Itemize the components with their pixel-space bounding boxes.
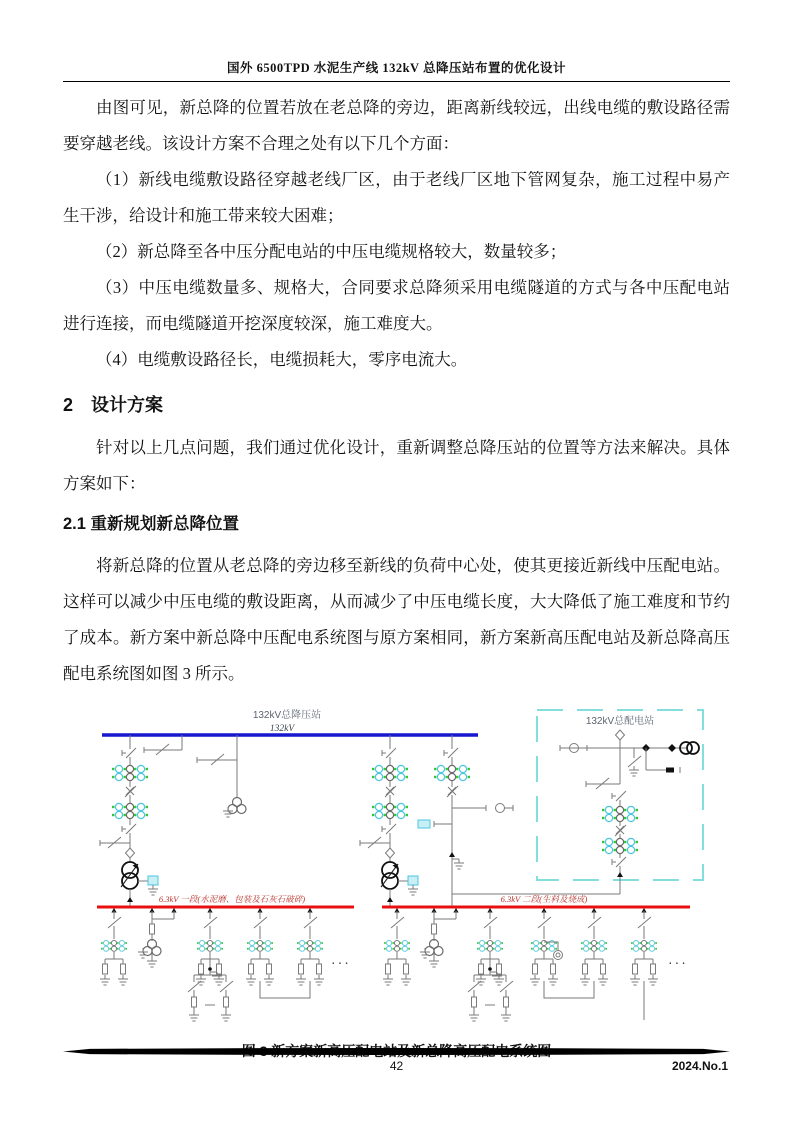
label-distribution-station: 132kV总配电站 xyxy=(585,716,654,727)
page-number: 42 xyxy=(389,1059,404,1073)
issue-number: 2024.No.1 xyxy=(671,1059,728,1073)
mv-feeders-bus2 xyxy=(383,908,687,1021)
body-paragraph: （2）新总降至各中压分配电站的中压电缆规格较大，数量较多； xyxy=(96,242,567,261)
body-paragraph: 针对以上几点问题，我们通过优化设计，重新调整总降压站的位置等方法来解决。具体方案如下： xyxy=(63,438,730,493)
mv-feeders-bus1 xyxy=(100,908,350,1021)
body-paragraph: （4）电缆敷设路径长，电缆损耗大，零序电流大。 xyxy=(96,350,468,369)
running-head: 国外 6500TPD 水泥生产线 132kV 总降压站布置的优化设计 xyxy=(63,58,730,82)
single-line-diagram xyxy=(82,702,712,1034)
footer-rule xyxy=(63,1048,730,1055)
distribution-station-circuit xyxy=(452,730,699,894)
section-heading-2: 2 设计方案 xyxy=(63,395,164,415)
body-text xyxy=(63,90,730,378)
body-paragraph: （3）中压电缆数量多、规格大，合同要求总降须采用电缆隧道的方式与各中压配电站进行连接，而电缆隧道开挖深度较深，施工难度大。 xyxy=(63,278,730,333)
ellipsis-bus2: ··· xyxy=(666,957,687,970)
section2-body xyxy=(63,430,730,502)
section21-body xyxy=(63,548,730,692)
spare-feeder xyxy=(144,735,182,755)
transformer-branch-1 xyxy=(100,735,158,908)
label-main-substation: 132kV总降压站 xyxy=(252,710,321,721)
label-mv-bus-2: 6.3kV 二段(生料及烧成) xyxy=(500,894,587,904)
transformer-branch-2 xyxy=(360,735,418,908)
figure-3 xyxy=(0,702,793,1061)
section-heading-2-1: 2.1 重新规划新总降位置 xyxy=(63,515,240,533)
body-paragraph: 将新总降的位置从老总降的旁边移至新线的负荷中心处，使其更接近新线中压配电站。这样可以减少中压电缆的敷设距离，从而减少了中压电缆长度，大大降低了施工难度和节约了成本。新方案中新总降中压配电系统图与原方案相同，新方案新高压配电站及新总降高压配电系统图如图 3 所示。 xyxy=(63,556,730,683)
label-hv-bus: 132kV xyxy=(269,724,294,734)
label-mv-bus-1: 6.3kV 一段(水泥磨、包装及石灰石破碎) xyxy=(158,894,305,904)
body-paragraph: （1）新线电缆敷设路径穿越老线厂区，由于老线厂区地下管网复杂，施工过程中易产生干涉，给设计和施工带来较大困难； xyxy=(63,170,730,225)
aux-transformer-branch xyxy=(197,735,246,817)
incoming-line-branch xyxy=(418,735,513,907)
page-footer xyxy=(63,1048,730,1077)
body-paragraph: 由图可见，新总降的位置若放在老总降的旁边，距离新线较远，出线电缆的敷设路径需要穿越老线。该设计方案不合理之处有以下几个方面： xyxy=(63,98,730,153)
ellipsis-bus1: ··· xyxy=(329,957,350,970)
